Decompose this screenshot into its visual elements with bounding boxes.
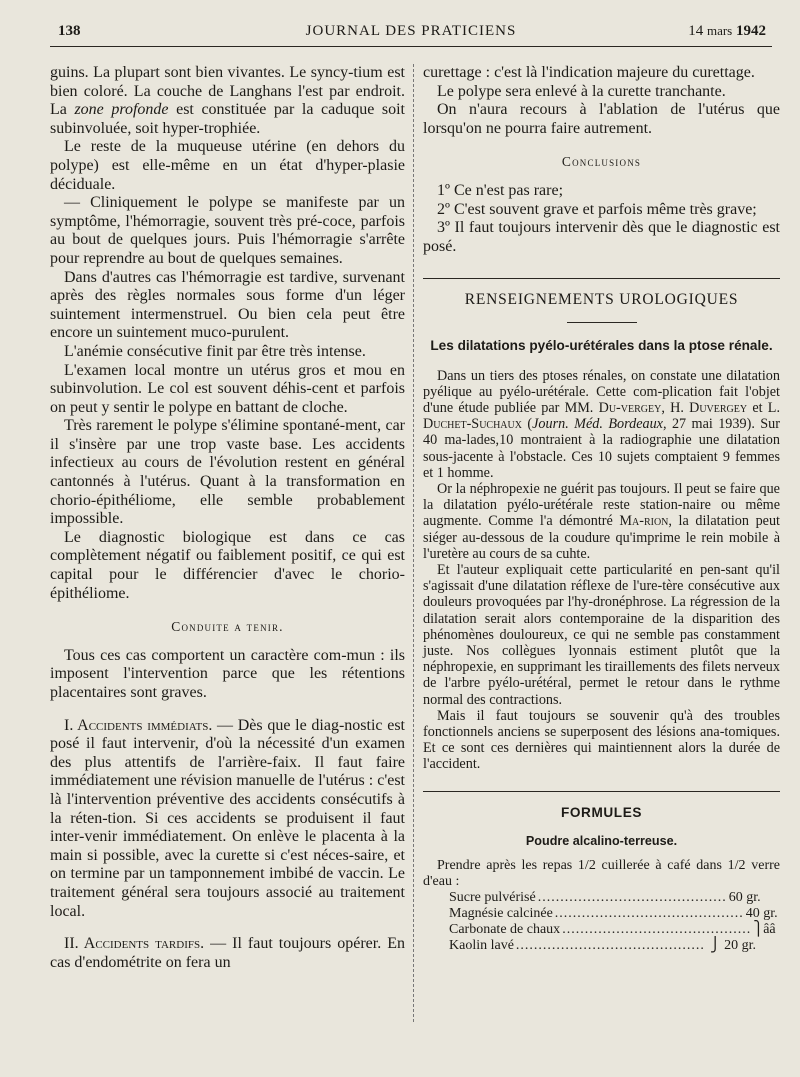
paragraph: Le polype sera enlevé à la curette tranchante. xyxy=(437,82,726,100)
left-column xyxy=(50,64,405,972)
issue-date xyxy=(688,23,766,40)
column-divider xyxy=(413,64,414,1022)
formules-title: FORMULES xyxy=(423,791,780,823)
paragraph: Très rarement le polype s'élimine spontané-ment, car il s'insère par une trop vaste base. Les accidents infectieux au cours de l'évolution restent en général cantonnés à l'utérus. Quant à la transformation en chorio-épithéliome, elle semble probablement impossible. xyxy=(50,417,405,528)
subsection-label: II. Accidents tardifs. xyxy=(64,935,205,953)
paragraph: Dans d'autres cas l'hémorragie est tardive, survenant après des règles normales sous forme d'un léger suintement intermenstruel. Ou bien cela peut être encore un suintement muco-purulent. xyxy=(50,268,405,342)
ingredient-row: Kaolin lavé .......................................... ⎭ 20 gr. xyxy=(449,937,756,953)
paragraph: Mais il faut toujours se souvenir qu'à des troubles fonctionnels anciens se superposent des lésions ana-tomiques. Et ce sont ces dernières qui maintiennent alors la durée de l'accident. xyxy=(423,707,780,773)
paragraph: Tous ces cas comportent un caractère com-mun : ils imposent l'intervention parce que les rétentions placentaires sont graves. xyxy=(50,646,405,701)
article-body xyxy=(423,368,780,773)
page-header xyxy=(50,20,772,47)
paragraph: Dans un tiers des ptoses rénales, on constate une dilatation pyélique au pyélo-urétérale. Cette com-plication fait l'objet d'une étude publiée par MM. Du-vergey, H. Duvergey et L. Duchet-Suchaux (Journ. Méd. Bordeaux, 27 mai 1939). Sur 40 ma-lades,10 montraient à la radiographie une dilatation sous-jacente à l'obstacle. Ces 10 sujets comptaient 9 femmes et 1 homme. xyxy=(423,367,781,481)
page-number: 138 xyxy=(58,23,81,39)
ingredient-row: Sucre pulvérisé .......................................... 60 gr. xyxy=(449,889,761,905)
paragraph: curettage : c'est là l'indication majeure du curettage. xyxy=(423,64,755,81)
paragraph: Or la néphropexie ne guérit pas toujours. Il peut se faire que la dilatation pyélo-urétérale reste station-naire ou même augmente. Comme l'a démontré Ma-rion, la dilatation peut siéger au-dessous de la coudure qu'imprime le rein mobile à l'uretère au cours de sa cuhte. xyxy=(423,480,780,562)
section-heading: Conduite a tenir. xyxy=(171,619,284,635)
date-month: mars xyxy=(706,23,733,38)
article-title: Les dilatations pyélo-urétérales dans la ptose rénale. xyxy=(430,337,773,353)
conclusion-item: 3º Il faut toujours intervenir dès que le diagnostic est posé. xyxy=(423,219,780,255)
paragraph: On n'aura recours à l'ablation de l'utérus que lorsqu'on ne pourra faire autrement. xyxy=(423,101,780,137)
date-year: 1942 xyxy=(736,23,766,39)
paragraph: L'examen local montre un utérus gros et mou en subinvolution. Le col est souvent déhis-cent et parfois on peut y sentir le polype en battant de cloche. xyxy=(50,361,405,416)
paragraph: Le reste de la muqueuse utérine (en dehors du polype) est elle-même en un état d'hyper-plasie déciduale. xyxy=(50,138,405,193)
paragraph: — Cliniquement le polype se manifeste par un symptôme, l'hémorragie, souvent très pré-coce, parfois au bout de quelques jours. Puis l'hémorragie s'arrête pour reprendre au bout de quelques semaines. xyxy=(50,194,405,267)
formula-intro: Prendre après les repas 1/2 cuillerée à café dans 1/2 verre d'eau : xyxy=(423,857,780,889)
section-heading: Conclusions xyxy=(561,154,642,170)
ingredient-row: Carbonate de chaux .......................................... ⎫ ââ xyxy=(449,921,776,937)
ingredient-row: Magnésie calcinée .......................................... 40 gr. xyxy=(449,905,778,921)
subsection-label: I. Accidents immédiats. xyxy=(64,716,213,734)
paragraph: L'anémie consécutive finit par être très intense. xyxy=(64,342,366,360)
paragraph: II. Accidents tardifs. — Il faut toujours opérer. En cas d'endométrite on fera un xyxy=(50,935,405,971)
formula-name: Poudre alcalino-terreuse. xyxy=(525,834,678,849)
conclusion-item: 2º C'est souvent grave et parfois même très grave; xyxy=(437,200,757,218)
formula xyxy=(423,858,780,954)
conclusion-item: 1º Ce n'est pas rare; xyxy=(437,181,564,199)
section-title: RENSEIGNEMENTS UROLOGIQUES xyxy=(423,278,780,310)
paragraph: Et l'auteur expliquait cette particularité en pen-sant qu'il s'agissait d'une dilatation réflexe de l'ure-tère consécutive aux douleurs provoquées par l'hy-dronéphrose. La régression de la dilatation serait alors contemporaine de la disparition des phénomènes douloureux, ce qui ne semble pas constamment juste. Nos collègues lyonnais estiment plutôt que la néphropexie, en supprimant les tiraillements des filets nerveux de l'arbre pyélo-urétéral, permet le retour dans le rythme normal des contractions. xyxy=(423,561,780,708)
paragraph: I. Accidents immédiats. — Dès que le diag-nostic est posé il faut intervenir, d'où la nécessité d'un examen des plus attentifs de l'arrière-faix. Il faut faire immédiatement une révision manuelle de l'utérus : c'est là l'intervention préventive des accidents consécutifs à la réten-tion. Si ces accidents se produisent il faut inter-venir immédiatement. On enlève le placenta à la main si possible, avec la curette si c'est néces-saire, et on termine par un tamponnement imbibé de vaccin. Le traitement général sera toujours associé au traitement local. xyxy=(50,716,405,920)
date-day: 14 xyxy=(688,23,704,39)
journal-title: JOURNAL DES PRATICIENS xyxy=(305,23,517,39)
divider xyxy=(567,322,637,323)
paragraph: Le diagnostic biologique est dans ce cas complètement négatif ou faiblement positif, ce qui est capital pour le différencier d'avec le chorio-épithéliome. xyxy=(50,528,405,602)
right-column xyxy=(423,64,780,954)
paragraph: guins. La plupart sont bien vivantes. Le syncy-tium est bien coloré. La couche de Langhans l'est par endroit. La zone profonde est constituée par la caduque soit subinvoluée, soit hyper-trophiée. xyxy=(50,64,405,137)
